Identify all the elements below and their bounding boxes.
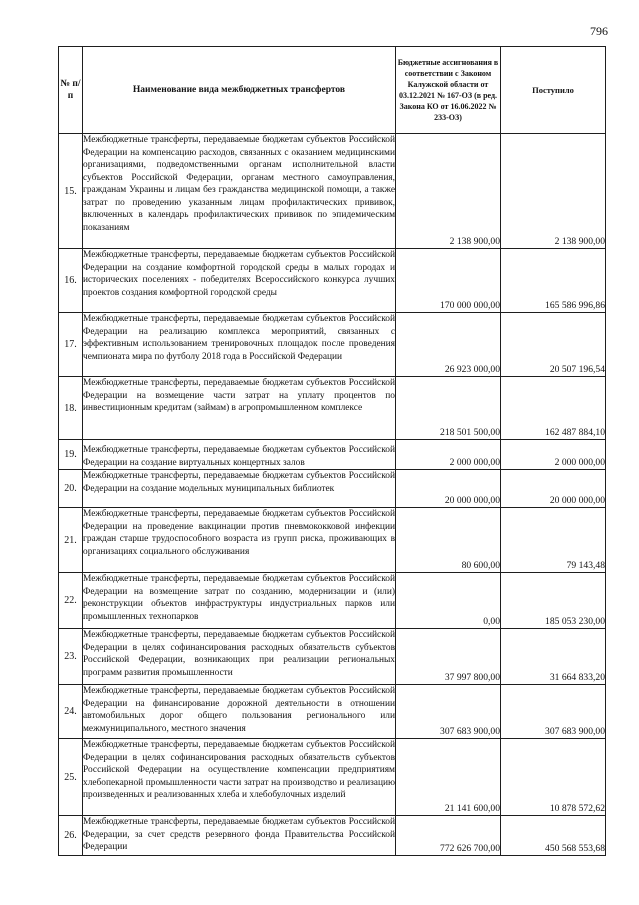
transfer-name: Межбюджетные трансферты, передаваемые бюджетам субъектов Российской Федерации, за счет средств резервного фонда Правительства Российской Федерации — [83, 816, 396, 856]
transfer-name: Межбюджетные трансферты, передаваемые бюджетам субъектов Российской Федерации на реализацию комплекса мероприятий, связанных с эффективным использованием тренировочных площадок после проведения чемпионата мира по футболу 2018 года в Российской Федерации — [83, 313, 396, 377]
transfer-name: Межбюджетные трансферты, передаваемые бюджетам субъектов Российской Федерации на создание виртуальных концертных залов — [83, 440, 396, 470]
received-amount: 20 507 196,54 — [501, 313, 606, 377]
header-received: Поступило — [501, 47, 606, 134]
received-amount: 20 000 000,00 — [501, 470, 606, 508]
row-number: 24. — [59, 685, 83, 739]
table-row — [59, 313, 606, 377]
transfer-name: Межбюджетные трансферты, передаваемые бюджетам субъектов Российской Федерации на компенсацию расходов, связанных с оказанием медицинскими организациями, подведомственными органам исполнительной власти субъектов Российской Федерации, органам местного самоуправления, гражданам Украины и лицам без гражданства медицинской помощи, а также затрат по проведению указанным лицам профилактических прививок, включенных в календарь профилактических прививок по эпидемическим показаниям — [83, 134, 396, 249]
row-number: 15. — [59, 134, 83, 249]
received-amount: 10 878 572,62 — [501, 739, 606, 816]
received-amount: 185 053 230,00 — [501, 573, 606, 629]
row-number: 23. — [59, 629, 83, 685]
row-number: 25. — [59, 739, 83, 816]
allocation-amount: 37 997 800,00 — [396, 629, 501, 685]
page-number: 796 — [590, 24, 608, 38]
table-row — [59, 377, 606, 440]
transfer-name: Межбюджетные трансферты, передаваемые бюджетам субъектов Российской Федерации в целях софинансирования расходных обязательств субъектов Российской Федерации, возникающих при реализации региональных программ развития промышленности — [83, 629, 396, 685]
table-row — [59, 249, 606, 313]
row-number: 22. — [59, 573, 83, 629]
transfer-name: Межбюджетные трансферты, передаваемые бюджетам субъектов Российской Федерации на возмещение затрат по созданию, модернизации и (или) реконструкции объектов инфраструктуры индустриальных парков или промышленных технопарков — [83, 573, 396, 629]
table-row — [59, 470, 606, 508]
header-number: № п/п — [59, 47, 83, 134]
transfer-name: Межбюджетные трансферты, передаваемые бюджетам субъектов Российской Федерации на проведение вакцинации против пневмококковой инфекции граждан старше трудоспособного возраста из групп риска, проживающих в организациях социального обслуживания — [83, 508, 396, 573]
header-transfer-name: Наименование вида межбюджетных трансфертов — [83, 47, 396, 134]
transfer-name: Межбюджетные трансферты, передаваемые бюджетам субъектов Российской Федерации на создание модельных муниципальных библиотек — [83, 470, 396, 508]
allocation-amount: 170 000 000,00 — [396, 249, 501, 313]
received-amount: 162 487 884,10 — [501, 377, 606, 440]
received-amount: 79 143,48 — [501, 508, 606, 573]
table-row — [59, 573, 606, 629]
table-row — [59, 508, 606, 573]
received-amount: 450 568 553,68 — [501, 816, 606, 856]
table-row — [59, 685, 606, 739]
transfer-name: Межбюджетные трансферты, передаваемые бюджетам субъектов Российской Федерации на создание комфортной городской среды в малых городах и исторических поселениях - победителях Всероссийского конкурса лучших проектов создания комфортной городской среды — [83, 249, 396, 313]
transfers-table — [58, 46, 606, 856]
row-number: 20. — [59, 470, 83, 508]
received-amount: 2 000 000,00 — [501, 440, 606, 470]
row-number: 26. — [59, 816, 83, 856]
received-amount: 31 664 833,20 — [501, 629, 606, 685]
allocation-amount: 80 600,00 — [396, 508, 501, 573]
allocation-amount: 218 501 500,00 — [396, 377, 501, 440]
table-row — [59, 134, 606, 249]
header-allocations: Бюджетные ассигнования в соответствии с Законом Калужской области от 03.12.2021 № 167-ОЗ (в ред. Закона КО от 16.06.2022 № 233-ОЗ) — [396, 47, 501, 134]
table-row — [59, 440, 606, 470]
transfer-name: Межбюджетные трансферты, передаваемые бюджетам субъектов Российской Федерации на возмещение части затрат на уплату процентов по инвестиционным кредитам (займам) в агропромышленном комплексе — [83, 377, 396, 440]
allocation-amount: 307 683 900,00 — [396, 685, 501, 739]
row-number: 21. — [59, 508, 83, 573]
allocation-amount: 21 141 600,00 — [396, 739, 501, 816]
received-amount: 307 683 900,00 — [501, 685, 606, 739]
transfer-name: Межбюджетные трансферты, передаваемые бюджетам субъектов Российской Федерации в целях софинансирования расходных обязательств субъектов Российской Федерации на осуществление компенсации предприятиям хлебопекарной промышленности части затрат на производство и реализацию произведенных и реализованных хлеба и хлебобулочных изделий — [83, 739, 396, 816]
table-header-row — [59, 47, 606, 134]
table-row — [59, 629, 606, 685]
table-row — [59, 816, 606, 856]
table-row — [59, 739, 606, 816]
allocation-amount: 772 626 700,00 — [396, 816, 501, 856]
row-number: 17. — [59, 313, 83, 377]
allocation-amount: 2 000 000,00 — [396, 440, 501, 470]
row-number: 19. — [59, 440, 83, 470]
row-number: 18. — [59, 377, 83, 440]
allocation-amount: 26 923 000,00 — [396, 313, 501, 377]
received-amount: 2 138 900,00 — [501, 134, 606, 249]
allocation-amount: 2 138 900,00 — [396, 134, 501, 249]
transfer-name: Межбюджетные трансферты, передаваемые бюджетам субъектов Российской Федерации на финансирование дорожной деятельности в отношении автомобильных дорог общего пользования регионального или межмуниципального, местного значения — [83, 685, 396, 739]
received-amount: 165 586 996,86 — [501, 249, 606, 313]
row-number: 16. — [59, 249, 83, 313]
allocation-amount: 20 000 000,00 — [396, 470, 501, 508]
allocation-amount: 0,00 — [396, 573, 501, 629]
